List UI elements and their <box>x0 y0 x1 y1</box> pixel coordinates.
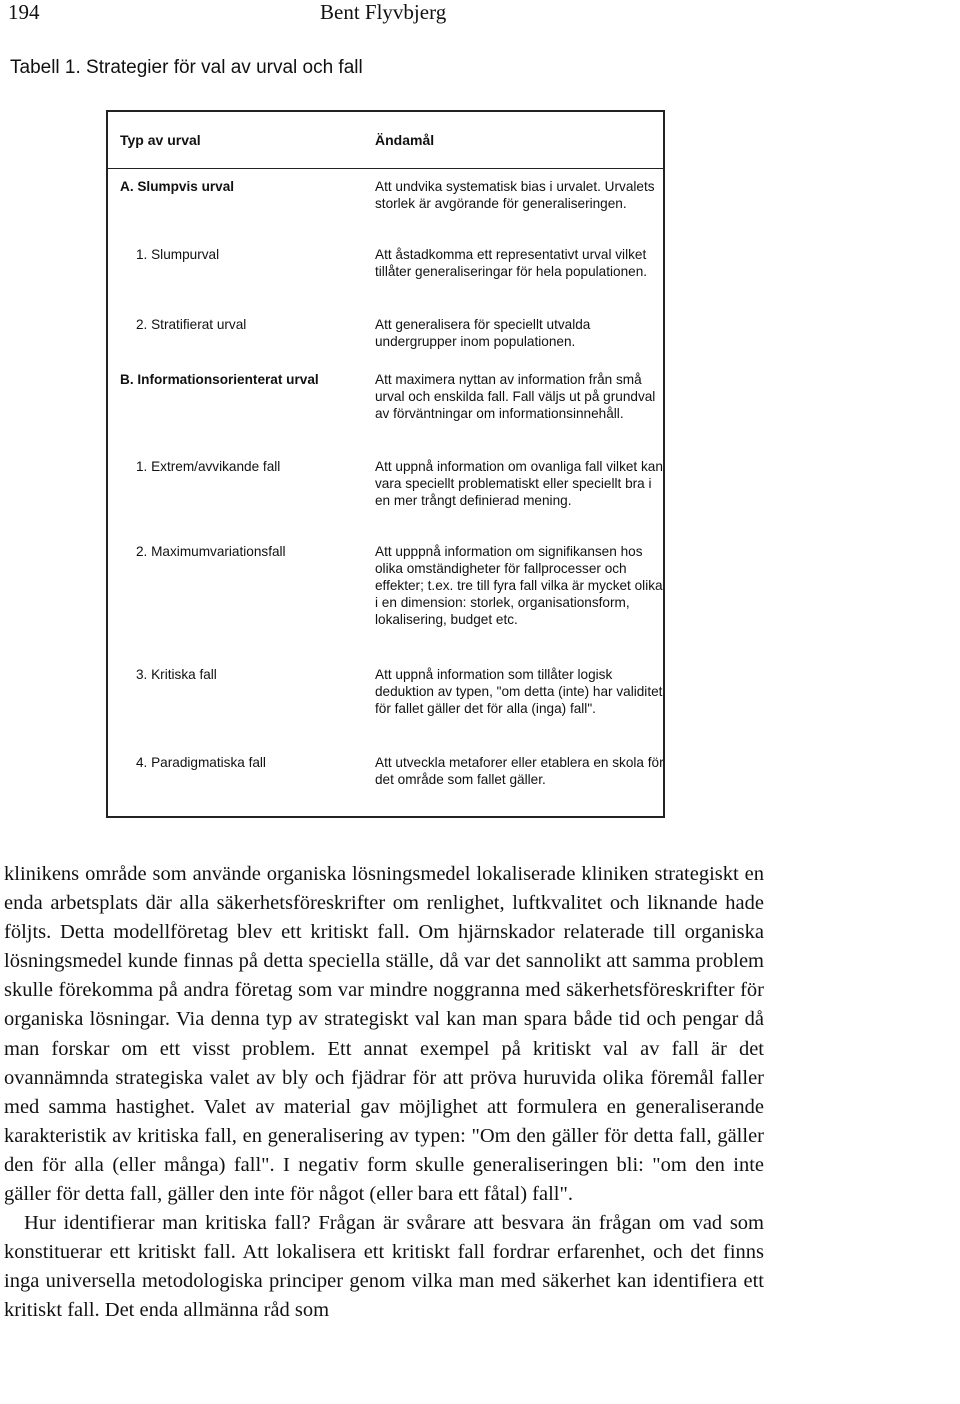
row-type: A. Slumpvis urval <box>120 179 235 194</box>
strategy-table <box>106 110 665 818</box>
row-type: 2. Stratifierat urval <box>136 317 247 332</box>
row-type: 4. Paradigmatiska fall <box>136 755 266 770</box>
row-type: 1. Slumpurval <box>136 247 220 262</box>
column-header-purpose: Ändamål <box>375 132 435 148</box>
author-name: Bent Flyvbjerg <box>320 0 447 24</box>
row-type: 1. Extrem/avvikande fall <box>136 459 281 474</box>
row-type: 3. Kritiska fall <box>136 667 217 682</box>
body-paragraph: klinikens område som använde organiska lösningsmedel lokaliserade kliniken strategiskt en enda arbetsplats där alla säkerhetsföreskrifter om renlighet, luftkvalitet och liknande hade följts. Detta modellföretag blev ett kritiskt fall. Om hjärnskador relaterade till organiska lösningsmedel kunde finnas på detta speciella ställe, då var det sannolikt att samma problem skulle förekomma på andra företag som var mindre noggranna med säkerhetsföreskrifter för organiska lösningar. Via denna typ av strategiskt val kan man spara både tid och pengar då man forskar om ett visst problem. Ett annat exempel på kritiskt val av fall är det ovannämnda strategiska valet av bly och fjädrar för att pröva huruvida olika föremål faller med samma hastighet. Valet av material gav möjlighet att formulera en generaliserande karakteristik av kritiska fall, en generalisering av typen: "Om den gäller för detta fall, gäller den för alla (eller många) fall". I negativ form skulle generaliseringen bli: "om den inte gäller för detta fall, gäller den inte för något (eller bara ett fåtal) fall". <box>4 863 764 1206</box>
row-type: 2. Maximumvariationsfall <box>136 544 286 559</box>
body-paragraph: Hur identifierar man kritiska fall? Frågan är svårare att besvara än frågan om vad som konstituerar ett kritiskt fall. Att lokalisera ett kritiskt fall fordrar erfarenhet, och det finns inga universella metodologiska principer genom vilka man med säkerhet kan identifiera ett kritiskt fall. Det enda allmänna råd som <box>4 1212 764 1322</box>
running-head <box>8 0 448 24</box>
column-header-type: Typ av urval <box>120 132 201 148</box>
body-text <box>4 860 764 1326</box>
row-purpose: Att generalisera för speciellt utvalda undergrupper inom populationen. <box>375 317 591 349</box>
row-type: B. Informationsorienterat urval <box>120 372 319 387</box>
row-purpose: Att maximera nyttan av information från små urval och enskilda fall. Fall väljs ut på grundval av förväntningar om informationsinnehåll. <box>375 372 656 421</box>
row-purpose: Att utveckla metaforer eller etablera en skola för det område som fallet gäller. <box>375 755 664 787</box>
row-purpose: Att uppnå information som tillåter logisk deduktion av typen, "om detta (inte) har validitet för fallet gäller det för alla (inga) fall". <box>375 667 663 716</box>
row-purpose: Att uppnå information om ovanliga fall vilket kan vara speciellt problematiskt eller speciellt bra i en mer trångt definierad mening. <box>375 459 663 508</box>
row-purpose: Att undvika systematisk bias i urvalet. Urvalets storlek är avgörande för generaliseringen. <box>375 179 655 211</box>
header-divider <box>108 168 663 169</box>
row-purpose: Att upppnå information om signifikansen hos olika omständigheter för fallprocesser och effekter; t.ex. tre till fyra fall vilka är mycket olika i en dimension: storlek, organisationsform, lokalisering, budget etc. <box>375 544 663 627</box>
row-purpose: Att åstadkomma ett representativt urval vilket tillåter generaliseringar för hela populationen. <box>375 247 648 279</box>
table-caption: Tabell 1. Strategier för val av urval och fall <box>10 57 363 78</box>
page-number: 194 <box>8 0 40 24</box>
